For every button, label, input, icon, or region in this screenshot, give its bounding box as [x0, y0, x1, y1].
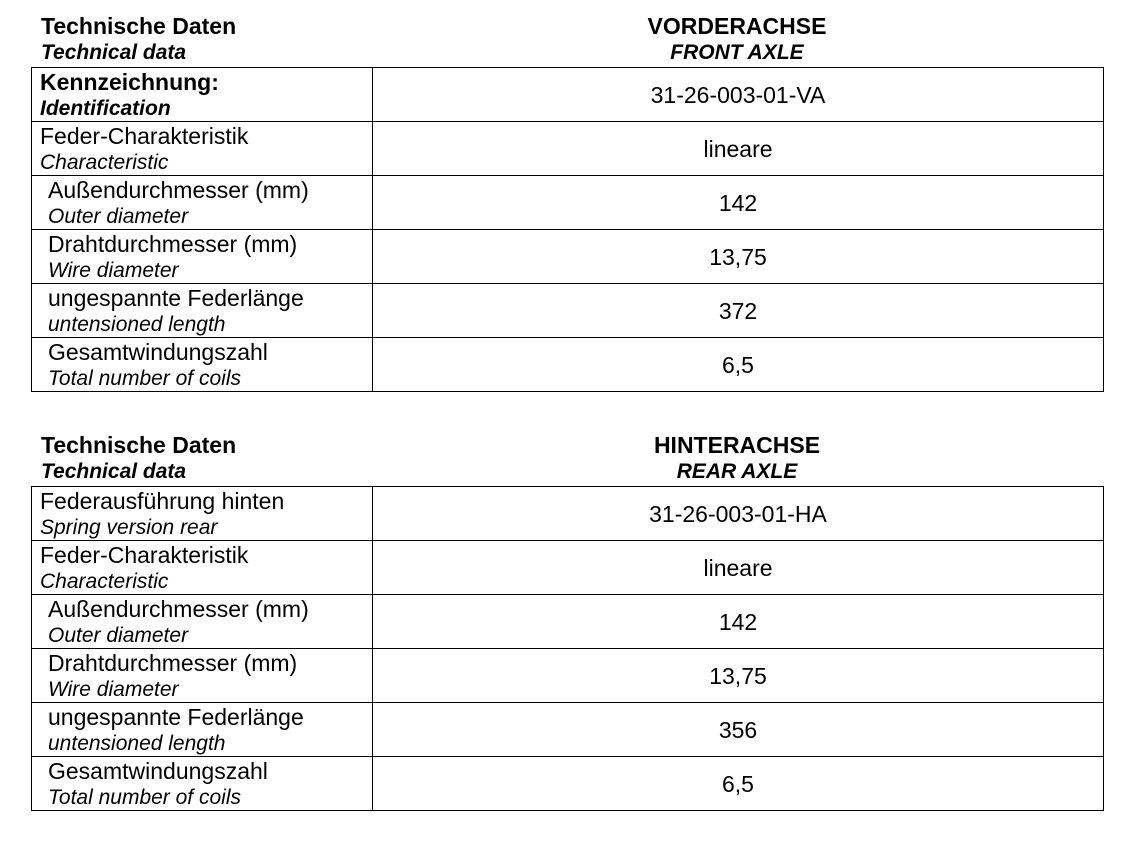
row-value: 31-26-003-01-HA: [373, 487, 1104, 541]
label-de: Drahtdurchmesser (mm): [48, 230, 298, 257]
row-value: lineare: [373, 122, 1104, 176]
label-de: Feder-Charakteristik: [40, 122, 249, 149]
label-de: Drahtdurchmesser (mm): [48, 649, 298, 676]
label-en: Wire diameter: [48, 677, 179, 701]
label-en: Total number of coils: [48, 785, 241, 809]
table-row: [32, 487, 1104, 541]
label-de: Gesamtwindungszahl: [48, 757, 268, 784]
table-row: [32, 703, 1104, 757]
row-label: [32, 284, 373, 338]
front-axle-section: [31, 10, 1104, 392]
label-en: Wire diameter: [48, 258, 179, 282]
label-en: Characteristic: [40, 569, 169, 593]
label-de: Federausführung hinten: [40, 487, 285, 514]
label-de: ungespannte Federlänge: [48, 284, 304, 311]
label-de: Feder-Charakteristik: [40, 541, 249, 568]
table-row: [32, 230, 1104, 284]
row-label: [32, 176, 373, 230]
label-en: Spring version rear: [40, 515, 218, 539]
label-de: Außendurchmesser (mm): [48, 595, 309, 622]
rear-axle-header: [31, 429, 1104, 486]
section-title-en: Technical data: [41, 41, 187, 64]
label-en: Outer diameter: [48, 623, 189, 647]
table-row: [32, 68, 1104, 122]
axle-title: VORDERACHSE: [647, 13, 827, 39]
axle-title: HINTERACHSE: [653, 432, 821, 458]
row-label: [32, 757, 373, 811]
row-value: 142: [373, 595, 1104, 649]
row-value: 6,5: [373, 757, 1104, 811]
label-de: ungespannte Federlänge: [48, 703, 304, 730]
row-value: 356: [373, 703, 1104, 757]
label-de: Außendurchmesser (mm): [48, 176, 309, 203]
row-value: 13,75: [373, 649, 1104, 703]
row-label: [32, 487, 373, 541]
table-row: [32, 541, 1104, 595]
row-value: 31-26-003-01-VA: [373, 68, 1104, 122]
table-row: [32, 284, 1104, 338]
table-row: [32, 122, 1104, 176]
row-label: [32, 595, 373, 649]
row-label: [32, 541, 373, 595]
label-de: Kennzeichnung:: [40, 68, 219, 95]
front-axle-header: [31, 10, 1104, 67]
row-value: 6,5: [373, 338, 1104, 392]
table-row: [32, 176, 1104, 230]
table-row: [32, 595, 1104, 649]
row-value: lineare: [373, 541, 1104, 595]
row-value: 13,75: [373, 230, 1104, 284]
table-row: [32, 757, 1104, 811]
label-en: Identification: [40, 96, 171, 120]
row-value: 372: [373, 284, 1104, 338]
row-label: [32, 230, 373, 284]
axle-title-en: FRONT AXLE: [670, 41, 804, 64]
row-value: 142: [373, 176, 1104, 230]
row-label: [32, 703, 373, 757]
section-title: Technische Daten: [41, 13, 237, 39]
section-title-en: Technical data: [41, 460, 187, 483]
section-title: Technische Daten: [41, 432, 237, 458]
front-axle-table: [31, 67, 1104, 392]
table-row: [32, 338, 1104, 392]
label-en: untensioned length: [48, 312, 226, 336]
label-en: Characteristic: [40, 150, 169, 174]
row-label: [32, 122, 373, 176]
label-en: Outer diameter: [48, 204, 189, 228]
row-label: [32, 649, 373, 703]
table-row: [32, 649, 1104, 703]
label-en: Total number of coils: [48, 366, 241, 390]
row-label: [32, 68, 373, 122]
axle-title-en: REAR AXLE: [676, 460, 798, 483]
label-de: Gesamtwindungszahl: [48, 338, 268, 365]
rear-axle-section: [31, 429, 1104, 811]
label-en: untensioned length: [48, 731, 226, 755]
row-label: [32, 338, 373, 392]
rear-axle-table: [31, 486, 1104, 811]
